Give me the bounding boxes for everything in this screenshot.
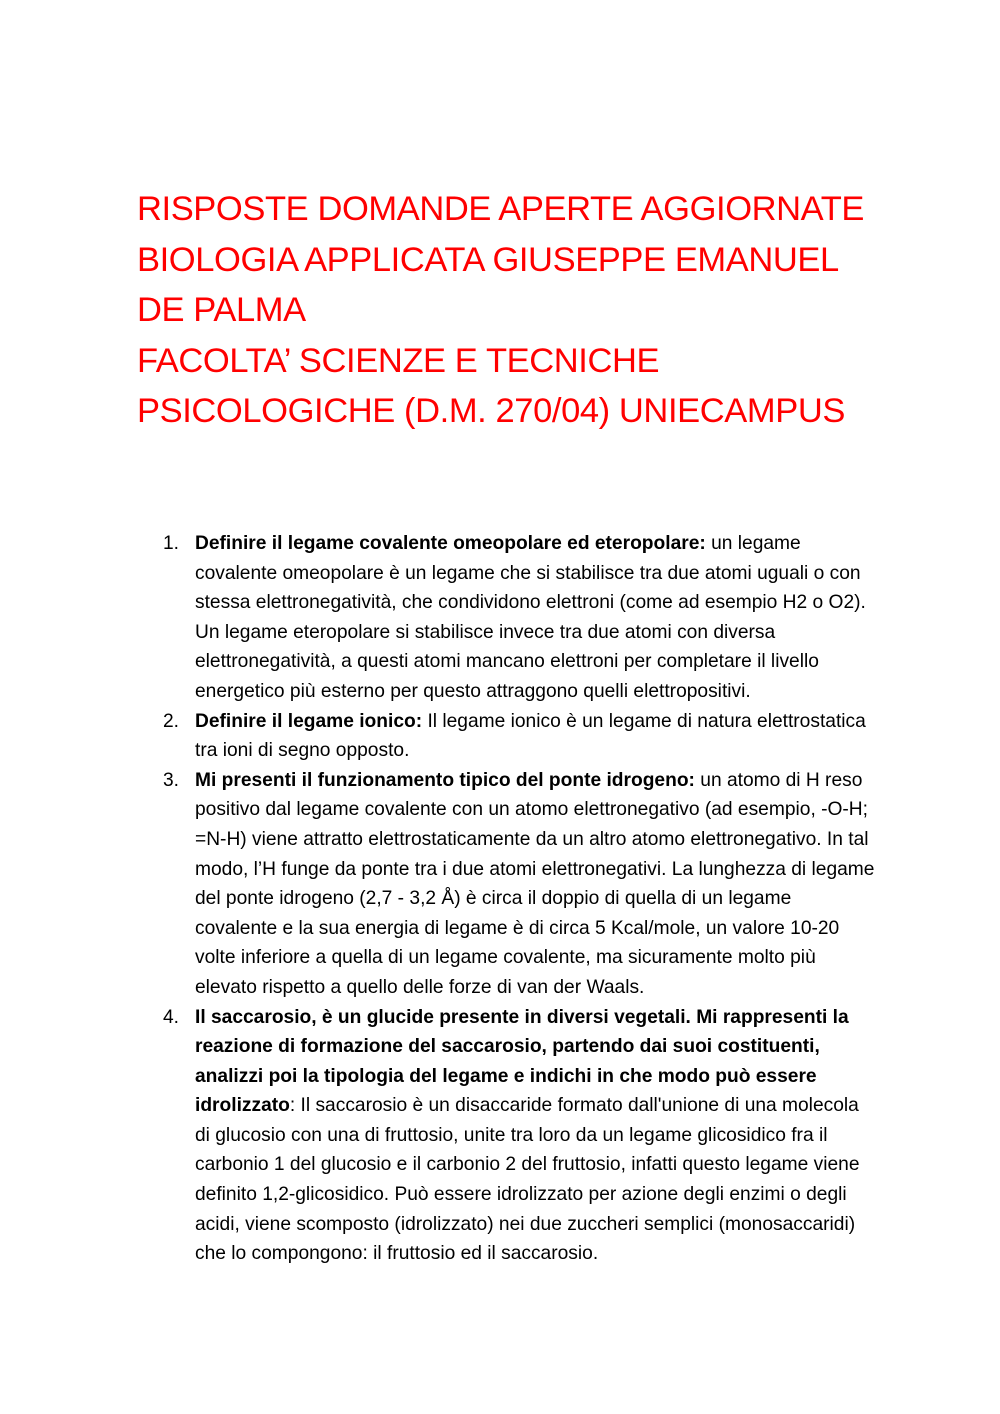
answer-text: : Il saccarosio è un disaccaride formato dall'unione di una molecola di glucosio con una di fruttosio, unite tra loro da un legame glicosidico fra il carbonio 1 del glucosio e il carbonio 2 del fruttosio, infatti questo legame viene definito 1,2-glicosidico. Può essere idrolizzato per azione degli enzimi o degli acidi, viene scomposto (idrolizzato) nei due zuccheri semplici (monosaccaridi) che lo compongono: il fruttosio ed il saccarosio. [195,1095,860,1265]
question-text: Il saccarosio, è un glucide presente in diversi vegetali. Mi rappresenti la reazione di formazione del saccarosio, partendo dai suoi costituenti, analizzi poi la tipologia del legame e indichi in che modo può essere idrolizzato [195,1006,849,1117]
item-number: 1. [163,533,180,554]
question-answer-list [163,529,875,1269]
title-line: PSICOLOGICHE (D.M. 270/04) UNIECAMPUS [137,392,845,430]
question-text: Definire il legame ionico: [195,710,423,732]
item-number: 4. [163,1006,180,1028]
answer-text: Il legame ionico è un legame di natura elettrostatica tra ioni di segno opposto. [195,710,866,762]
list-item [163,707,875,766]
answer-text: un atomo di H reso positivo dal legame covalente con un atomo elettronegativo (ad esempio, -O-H; =N-H) viene attratto elettrostaticamente da un altro atomo elettronegativo. In tal modo, l’H funge da ponte tra i due atomi elettronegativi. La lunghezza di legame del ponte idrogeno (2,7 - 3,2 Å) è circa il doppio di quella di un legame covalente e la sua energia di legame è di circa 5 Kcal/mole, un valore 10-20 volte inferiore a quella di un legame covalente, ma sicuramente molto più elevato rispetto a quello delle forze di van der Waals. [195,769,875,998]
list-item [163,766,875,1003]
list-item [163,529,875,707]
title-line: BIOLOGIA APPLICATA GIUSEPPE EMANUEL [137,240,839,279]
item-number: 3. [163,769,180,791]
title-line: FACOLTA’ SCIENZE E TECNICHE [137,341,660,380]
title-line: DE PALMA [137,291,306,329]
question-text: Mi presenti il funzionamento tipico del ponte idrogeno: [195,769,695,791]
answer-text: un legame covalente omeopolare è un legame che si stabilisce tra due atomi uguali o con stessa elettronegatività, che condividono elettroni (come ad esempio H2 o O2). Un legame eteropolare si stabilisce invece tra due atomi con diversa elettronegatività, a questi atomi mancano elettroni per completare il livello energetico più esterno per questo attraggono quelli elettropositivi. [195,533,866,702]
title-line: RISPOSTE DOMANDE APERTE AGGIORNATE [137,190,865,228]
question-text: Definire il legame covalente omeopolare ed eteropolare: [195,533,706,554]
item-number: 2. [163,710,180,732]
document-title [137,184,917,437]
list-item [163,1003,875,1269]
